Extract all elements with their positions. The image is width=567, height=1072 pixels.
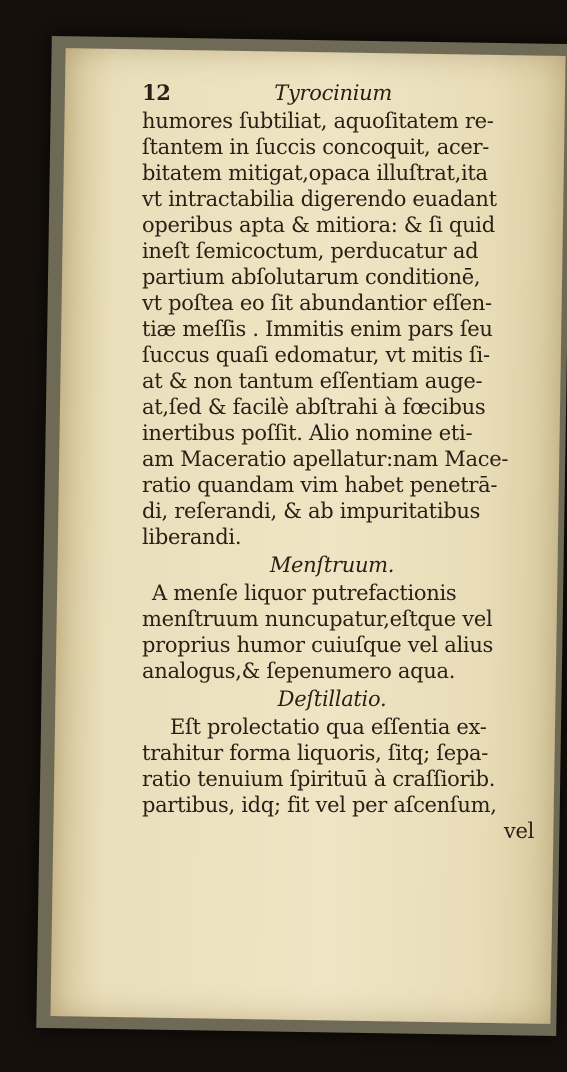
- page-text: [142, 80, 542, 844]
- text-line: partibus, idq; fit vel per aſcenſum,: [142, 793, 497, 817]
- paragraph-menstruum: [142, 580, 542, 684]
- text-line: ratio tenuium ſpirituū à craſſiorib.: [142, 767, 496, 791]
- text-line: inertibus poſſit. Alio nomine eti-: [142, 421, 473, 445]
- text-line: vt intractabilia digerendo euadant: [142, 187, 497, 211]
- text-line: am Maceratio apellatur:nam Mace-: [142, 447, 509, 471]
- running-title: Tyrocinium: [274, 81, 392, 105]
- text-line: at & non tantum eſſentiam auge-: [142, 369, 483, 393]
- section-heading-menstruum: Menſtruum.: [269, 553, 395, 577]
- text-line: Eſt prolectatio qua eſſentia ex-: [170, 715, 487, 739]
- catchword: vel: [503, 819, 534, 843]
- page-number: 12: [142, 80, 171, 105]
- running-head: [142, 80, 432, 106]
- paragraph-destillatio: [142, 714, 542, 818]
- text-line: vt poſtea eo ſit abundantior eſſen-: [142, 291, 492, 315]
- text-line: tiæ meſſis . Immitis enim pars ſeu: [142, 317, 493, 341]
- text-line: menſtruum nuncupatur,eſtque vel: [142, 607, 493, 631]
- section-heading-destillatio: Deſtillatio.: [277, 687, 387, 711]
- text-line: liberandi.: [142, 525, 242, 549]
- text-line: humores ſubtiliat, aquoſitatem re-: [142, 109, 494, 133]
- text-line: partium abſolutarum conditionē,: [142, 265, 481, 289]
- text-line: trahitur forma liquoris, ſitq; ſepa-: [142, 741, 488, 765]
- text-line: A menſe liquor putrefactionis: [152, 581, 457, 605]
- text-line: ineſt ſemicoctum, perducatur ad: [142, 239, 479, 263]
- text-line: ſuccus quaſi edomatur, vt mitis ſi-: [142, 343, 490, 367]
- text-line: ratio quandam vim habet penetrā-: [142, 473, 498, 497]
- text-line: operibus apta & mitiora: & ſi quid: [142, 213, 495, 237]
- text-line: bitatem mitigat,opaca illuſtrat,ita: [142, 161, 488, 185]
- text-line: di, reſerandi, & ab impuritatibus: [142, 499, 481, 523]
- paragraph-maceratio: [142, 108, 542, 550]
- text-line: at,ſed & facilè abſtrahi à fœcibus: [142, 395, 486, 419]
- text-line: proprius humor cuiuſque vel alius: [142, 633, 494, 657]
- text-line: analogus,& ſepenumero aqua.: [142, 659, 456, 683]
- text-line: ſtantem in ſuccis concoquit, acer-: [142, 135, 490, 159]
